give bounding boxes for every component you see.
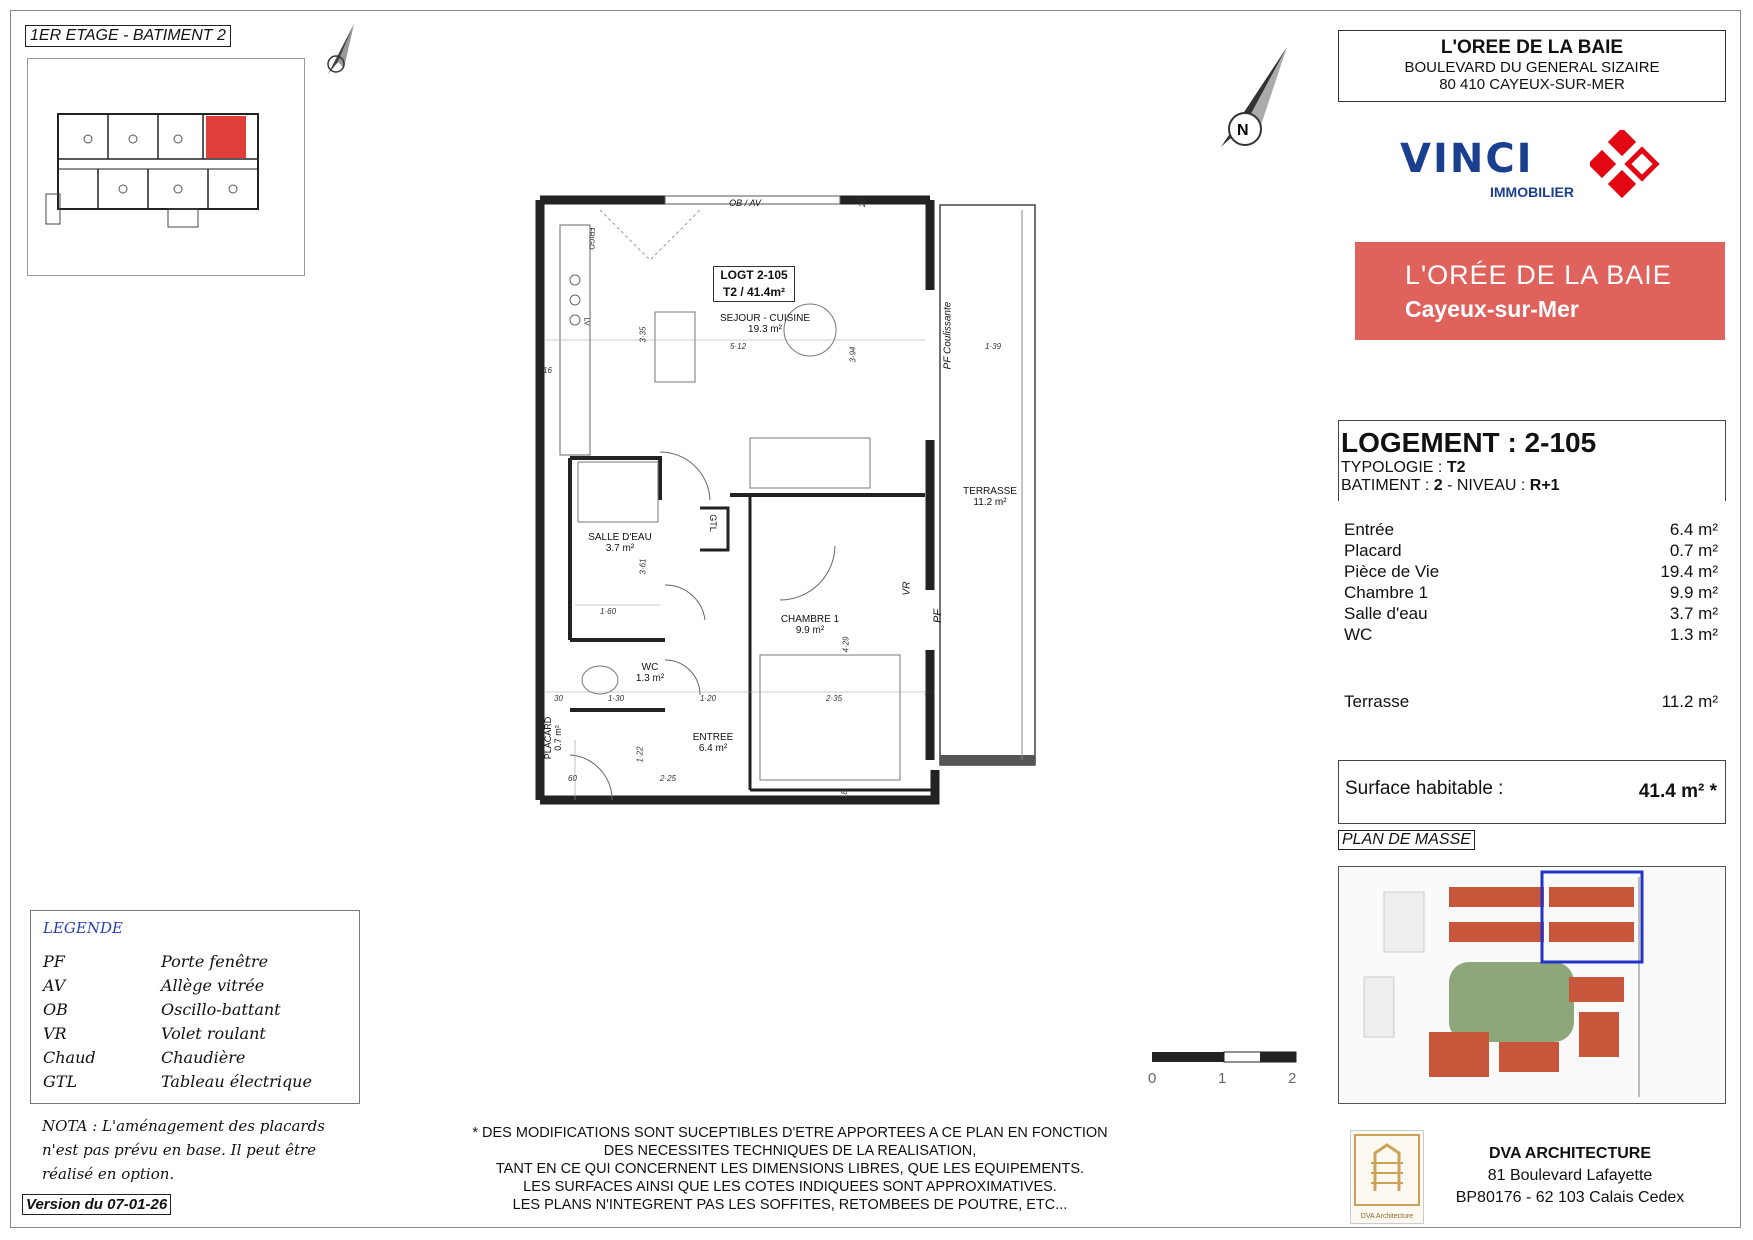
surface-box [1338, 760, 1726, 824]
dim: 1·20 [700, 694, 717, 703]
terrace-area-row [1344, 692, 1718, 712]
logt-line2: T2 / 41.4m² [722, 285, 786, 299]
area-name: Pièce de Vie [1344, 562, 1440, 581]
dim: 3·94 [848, 346, 858, 363]
area-table [1344, 520, 1718, 646]
dim: 2·35 [826, 694, 843, 703]
room-placard: PLACARD 0.7 m² [543, 716, 563, 760]
area-value: 0.7 m² [1669, 541, 1718, 560]
dim: 5·12 [730, 342, 747, 351]
floor-tag: 1ER ETAGE - BATIMENT 2 [25, 25, 231, 47]
plan-de-masse-label: PLAN DE MASSE [1338, 830, 1475, 850]
vinci-name: VINCI [1400, 136, 1534, 182]
logt-label [713, 266, 795, 302]
lv-label: LV [582, 317, 590, 326]
project-city: 80 410 CAYEUX-SUR-MER [1439, 76, 1625, 93]
pf-label: PF [932, 608, 945, 624]
site-plan [1338, 866, 1726, 1104]
scale-bar [1152, 1050, 1302, 1064]
surface-label: Surface habitable : [1345, 778, 1504, 799]
area-name: Salle d'eau [1344, 604, 1428, 623]
nota-line2: n'est pas prévu en base. Il peut être [42, 1141, 317, 1159]
legend-item [43, 949, 312, 973]
site-plan-drawing [1339, 867, 1725, 1103]
legend-list [43, 949, 312, 1093]
scale-tick-0: 0 [1148, 1070, 1157, 1087]
area-value: 6.4 m² [1669, 520, 1718, 539]
svg-text:N: N [1237, 122, 1249, 139]
legend-abbr: VR [43, 1023, 67, 1043]
dim: 1·22 [635, 746, 645, 763]
vinci-subtitle: IMMOBILIER [1490, 184, 1574, 200]
legend-def: Oscillo-battant [161, 999, 281, 1019]
legend-abbr: GTL [43, 1071, 78, 1091]
legend-def: Volet roulant [161, 1023, 266, 1043]
area-value: 1.3 m² [1669, 625, 1718, 644]
unit-building: BATIMENT : 2 - NIVEAU : R+1 [1341, 477, 1560, 494]
area-row [1344, 604, 1718, 625]
surface-value: 41.4 m² * [1638, 781, 1717, 802]
vinci-logo [1400, 130, 1660, 205]
legend-title: LEGENDE [43, 919, 123, 937]
dva-logo-text: DVA Architecture [1360, 1213, 1414, 1220]
area-value: 9.9 m² [1669, 583, 1718, 602]
disclaimer-line: TANT EN CE QUI CONCERNENT LES DIMENSIONS LIBRES, QUE LES EQUIPEMENTS. [495, 1161, 1085, 1177]
floor-plan [530, 190, 1050, 815]
legend-abbr: Chaud [43, 1047, 96, 1067]
legend-box [30, 910, 360, 1104]
dim: 18 [839, 790, 849, 799]
terrace-area-name: Terrasse [1344, 692, 1410, 711]
north-arrow-small-icon [320, 22, 360, 82]
architect-postal: BP80176 - 62 103 Calais Cedex [1455, 1189, 1685, 1206]
room-chambre-1: CHAMBRE 1 9.9 m² [780, 614, 840, 636]
dim: 1·30 [608, 694, 625, 703]
legend-abbr: OB [43, 999, 68, 1019]
room-wc: WC 1.3 m² [635, 662, 665, 684]
area-row [1344, 520, 1718, 541]
scale-tick-2: 2 [1288, 1070, 1297, 1087]
area-name: Chambre 1 [1344, 583, 1429, 602]
dva-logo-icon [1351, 1131, 1423, 1209]
dim: 3·35 [638, 326, 648, 343]
banner-line2: Cayeux-sur-Mer [1405, 296, 1579, 322]
scale-tick-1: 1 [1218, 1070, 1227, 1087]
legend-item [43, 1069, 312, 1093]
logt-line1: LOGT 2-105 [720, 268, 788, 282]
dim: 3·61 [638, 558, 648, 575]
architect-address: 81 Boulevard Lafayette [1487, 1167, 1653, 1184]
dim: 1·39 [985, 342, 1002, 351]
nota-line1: NOTA : L'aménagement des placards [42, 1117, 325, 1135]
area-row [1344, 625, 1718, 646]
legend-abbr: PF [43, 951, 65, 971]
disclaimer [440, 1124, 1140, 1214]
frigo-label: FRIGO [587, 227, 595, 250]
legend-item [43, 973, 312, 997]
legend-def: Tableau électrique [161, 1071, 312, 1091]
key-plan-highlight [206, 116, 246, 158]
architect-block [1440, 1143, 1700, 1209]
legend-abbr: AV [43, 975, 66, 995]
dva-logo [1350, 1130, 1424, 1224]
legend-item [43, 1021, 312, 1045]
key-plan [27, 58, 305, 276]
room-sejour: SEJOUR - CUISINE 19.3 m² [719, 313, 810, 335]
terrace-area-value: 11.2 m² [1661, 692, 1718, 711]
legend-def: Porte fenêtre [161, 951, 269, 971]
scale-bar-drawing [1152, 1050, 1302, 1064]
area-row [1344, 541, 1718, 562]
area-row [1344, 562, 1718, 583]
gtl-label: GTL [707, 514, 718, 532]
dim: 1·60 [600, 607, 617, 616]
architect-name: DVA ARCHITECTURE [1488, 1145, 1652, 1162]
pf-coulissante-label: PF Coulissante [942, 301, 954, 370]
area-name: Placard [1344, 541, 1402, 560]
area-value: 3.7 m² [1669, 604, 1718, 623]
project-banner [1355, 242, 1725, 340]
legend-item [43, 997, 312, 1021]
window-top-label: OB / AV [729, 198, 761, 208]
disclaimer-line: DES NECESSITES TECHNIQUES DE LA REALISATION, [603, 1143, 977, 1159]
disclaimer-line: LES SURFACES AINSI QUE LES COTES INDIQUEES SONT APPROXIMATIVES. [523, 1179, 1057, 1195]
area-name: Entrée [1344, 520, 1395, 539]
dim: 30 [554, 694, 563, 703]
project-street: BOULEVARD DU GENERAL SIZAIRE [1404, 59, 1660, 76]
area-value: 19.4 m² [1660, 562, 1718, 581]
nota-line3: réalisé en option. [42, 1165, 175, 1183]
dim: 20 [857, 198, 867, 207]
vinci-cross-icon [1590, 130, 1660, 200]
vr-label: VR [901, 581, 913, 596]
legend-def: Chaudière [161, 1047, 246, 1067]
room-salle-eau: SALLE D'EAU 3.7 m² [588, 532, 652, 554]
disclaimer-line: LES PLANS N'INTEGRENT PAS LES SOFFITES, RETOMBEES DE POUTRE, ETC... [512, 1197, 1068, 1213]
room-terrasse: TERRASSE 11.2 m² [963, 486, 1017, 508]
disclaimer-line: * DES MODIFICATIONS SONT SUCEPTIBLES D'ETRE APPORTEES A CE PLAN EN FONCTION [472, 1125, 1108, 1141]
banner-line1: L'ORÉE DE LA BAIE [1405, 260, 1672, 290]
dim: 4·29 [841, 636, 851, 653]
version-label: Version du 07-01-26 [22, 1194, 171, 1215]
dim: 20 [925, 688, 934, 697]
room-entree: ENTREE 6.4 m² [692, 732, 734, 754]
unit-heading: LOGEMENT : 2-105 [1341, 427, 1597, 458]
key-plan-drawing [28, 59, 304, 275]
legend-def: Allège vitrée [161, 975, 265, 995]
project-title: L'OREE DE LA BAIE [1440, 37, 1624, 58]
unit-typology: TYPOLOGIE : T2 [1341, 459, 1466, 476]
legend-item [43, 1045, 312, 1069]
dim: 60 [568, 774, 577, 783]
area-name: WC [1344, 625, 1373, 644]
area-row [1344, 583, 1718, 604]
north-arrow-large-icon [1215, 45, 1295, 155]
project-address-box [1338, 30, 1726, 102]
dim: 16 [543, 366, 552, 375]
unit-info-box [1338, 420, 1726, 501]
nota-text [42, 1114, 325, 1186]
dim: 2·25 [660, 774, 677, 783]
